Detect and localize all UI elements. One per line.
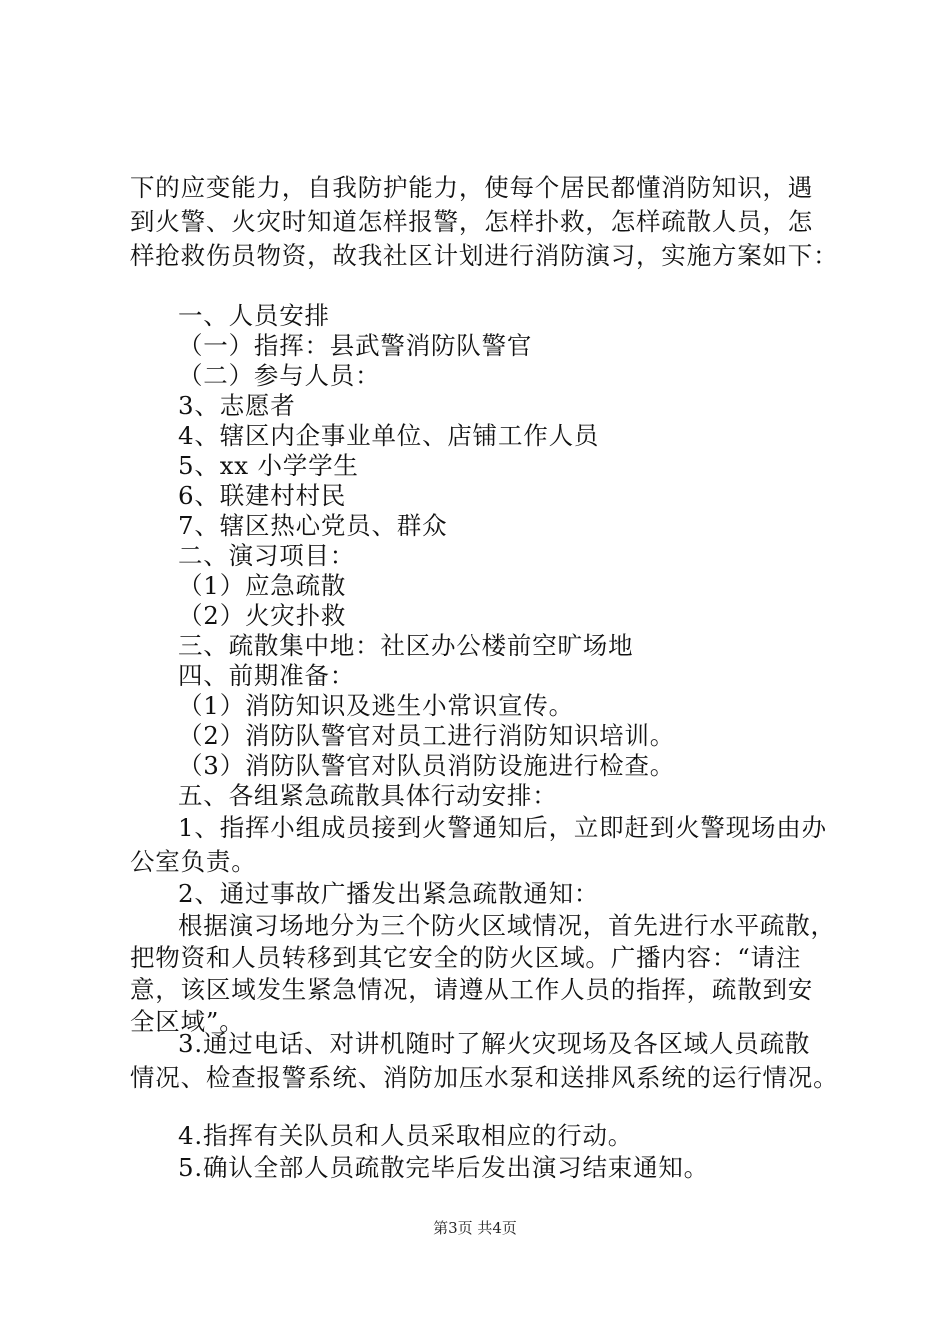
paragraph-4-line-2: 情况、检查报警系统、消防加压水泵和送排风系统的运行情况。 xyxy=(130,1063,839,1092)
list-item: （1）应急疏散 xyxy=(178,571,347,600)
list-item: （3）消防队警官对队员消防设施进行检查。 xyxy=(178,751,676,780)
intro-line-3: 样抢救伤员物资，故我社区计划进行消防演习，实施方案如下： xyxy=(130,241,839,270)
list-item: 3、志愿者 xyxy=(178,391,296,420)
paragraph-1-line-1: 1、指挥小组成员接到火警通知后，立即赶到火警现场由办 xyxy=(178,813,827,842)
paragraph-6: 5.确认全部人员疏散完毕后发出演习结束通知。 xyxy=(178,1153,709,1182)
section-heading-assembly: 三、疏散集中地：社区办公楼前空旷场地 xyxy=(178,631,634,660)
list-item: （1）消防知识及逃生小常识宣传。 xyxy=(178,691,574,720)
paragraph-3-line-2: 把物资和人员转移到其它安全的防火区域。广播内容：“请注 xyxy=(130,943,802,972)
section-heading-personnel: 一、人员安排 xyxy=(178,301,330,330)
page-number-footer: 第3页 共4页 xyxy=(433,1219,517,1237)
intro-line-2: 到火警、火灾时知道怎样报警，怎样扑救，怎样疏散人员，怎 xyxy=(130,207,814,236)
intro-line-1: 下的应变能力，自我防护能力，使每个居民都懂消防知识，遇 xyxy=(130,173,814,202)
paragraph-3-line-1: 根据演习场地分为三个防火区域情况，首先进行水平疏散， xyxy=(178,911,836,940)
list-item: （2）消防队警官对员工进行消防知识培训。 xyxy=(178,721,676,750)
section-heading-preparation: 四、前期准备： xyxy=(178,661,356,690)
list-item: 6、联建村村民 xyxy=(178,481,347,510)
section-heading-actions: 五、各组紧急疏散具体行动安排： xyxy=(178,781,558,810)
paragraph-1-line-2: 公室负责。 xyxy=(130,847,257,876)
paragraph-5: 4.指挥有关队员和人员采取相应的行动。 xyxy=(178,1121,634,1150)
paragraph-3-line-3: 意，该区域发生紧急情况，请遵从工作人员的指挥，疏散到安 xyxy=(130,975,814,1004)
section-heading-drill-items: 二、演习项目： xyxy=(178,541,356,570)
list-item: 7、辖区热心党员、群众 xyxy=(178,511,448,540)
list-item: 4、辖区内企事业单位、店铺工作人员 xyxy=(178,421,600,450)
list-item: （二）参与人员： xyxy=(178,361,381,390)
paragraph-3-line-4: 全区域”。 xyxy=(130,1007,245,1036)
paragraph-2: 2、通过事故广播发出紧急疏散通知： xyxy=(178,879,600,908)
paragraph-4-line-1: 3.通过电话、对讲机随时了解火灾现场及各区域人员疏散 xyxy=(178,1029,811,1058)
list-item: （一）指挥：县武警消防队警官 xyxy=(178,331,533,360)
list-item: 5、xx 小学学生 xyxy=(178,451,359,480)
list-item: （2）火灾扑救 xyxy=(178,601,347,630)
